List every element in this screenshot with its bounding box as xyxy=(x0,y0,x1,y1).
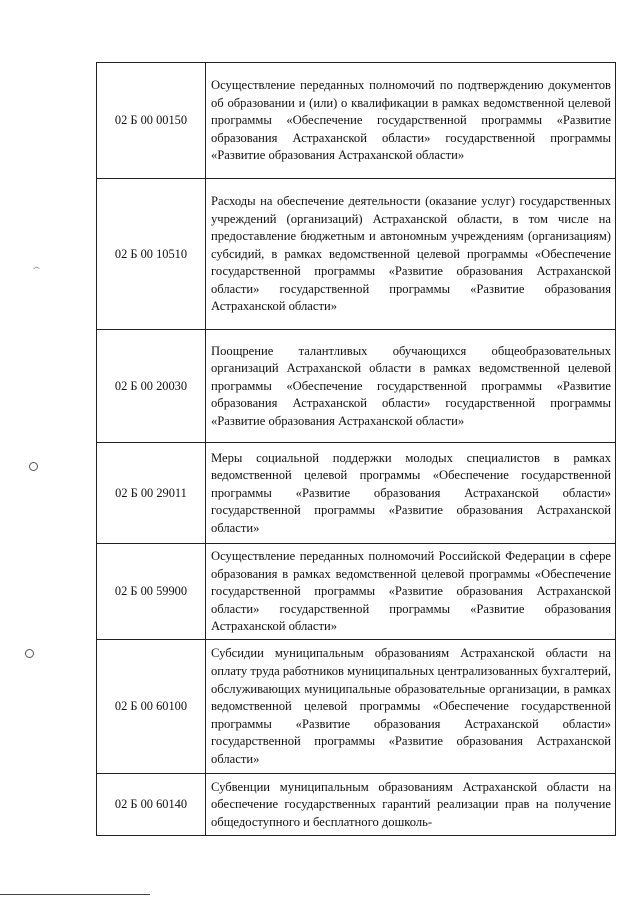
bottom-rule xyxy=(0,894,150,895)
description-cell: Субвенции муниципальным образованиям Астраханской области на обеспечение государственных гарантий реализации прав на получение общедоступного и бесплатного дошколь- xyxy=(206,774,616,836)
table-row xyxy=(97,640,616,774)
table-row xyxy=(97,774,616,836)
scan-speck-icon xyxy=(33,266,40,270)
table-row xyxy=(97,63,616,179)
description-cell: Осуществление переданных полномочий по подтверждению документов об образовании и (или) о квалификации в рамках ведомственной целевой программы «Обеспечение государственной программы «Развитие образования Астраханской области» государственной программы «Развитие образования Астраханской области» xyxy=(206,63,616,179)
budget-codes-table xyxy=(96,62,616,836)
code-cell: 02 Б 00 29011 xyxy=(97,443,206,544)
binder-hole-icon xyxy=(29,462,38,471)
binder-hole-icon xyxy=(25,649,34,658)
table-row xyxy=(97,330,616,443)
code-cell: 02 Б 00 59900 xyxy=(97,544,206,640)
code-cell: 02 Б 00 10510 xyxy=(97,179,206,330)
description-cell: Осуществление переданных полномочий Российской Федерации в сфере образования в рамках ведомственной целевой программы «Обеспечение государственной программы «Развитие образования Астраханской области» государственной программы «Развитие образования Астраханской области» xyxy=(206,544,616,640)
code-cell: 02 Б 00 60140 xyxy=(97,774,206,836)
description-cell: Поощрение талантливых обучающихся общеобразовательных организаций Астраханской области в рамках ведомственной целевой программы «Обеспечение государственной программы «Развитие образования Астраханской области» государственной программы «Развитие образования Астраханской области» xyxy=(206,330,616,443)
table-row xyxy=(97,544,616,640)
description-cell: Меры социальной поддержки молодых специалистов в рамках ведомственной целевой программы «Обеспечение государственной программы «Развитие образования Астраханской области» государственной программы «Развитие образования Астраханской области» xyxy=(206,443,616,544)
table-row xyxy=(97,179,616,330)
table-row xyxy=(97,443,616,544)
description-cell: Субсидии муниципальным образованиям Астраханской области на оплату труда работников муниципальных централизованных бухгалтерий, обслуживающих муниципальные образовательные организации, в рамках ведомственной целевой программы «Обеспечение государственной программы «Развитие образования Астраханской области» государственной программы «Развитие образования Астраханской области» xyxy=(206,640,616,774)
code-cell: 02 Б 00 20030 xyxy=(97,330,206,443)
description-cell: Расходы на обеспечение деятельности (оказание услуг) государственных учреждений (организаций) Астраханской области, в том числе на предоставление бюджетным и автономным учреждениям (организациям) субсидий, в рамках ведомственной целевой программы «Обеспечение государственной программы «Развитие образования Астраханской области» государственной программы «Развитие образования Астраханской области» xyxy=(206,179,616,330)
code-cell: 02 Б 00 00150 xyxy=(97,63,206,179)
code-cell: 02 Б 00 60100 xyxy=(97,640,206,774)
